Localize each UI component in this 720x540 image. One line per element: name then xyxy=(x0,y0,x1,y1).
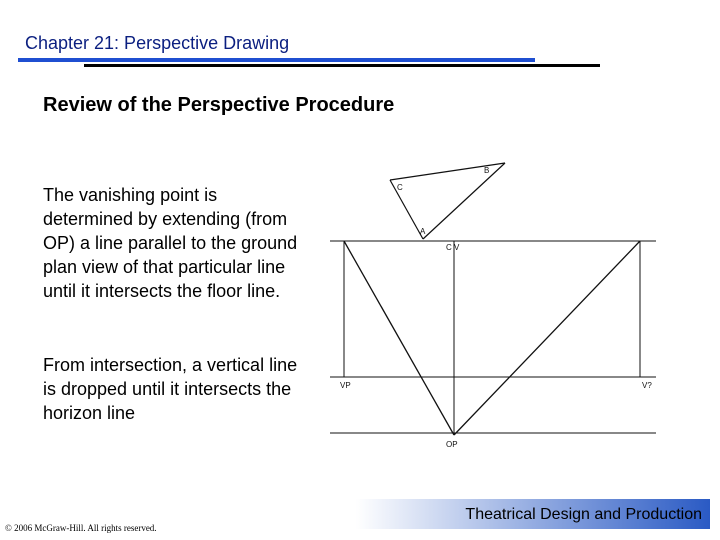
chapter-title: Chapter 21: Perspective Drawing xyxy=(25,33,290,53)
header-black-rule xyxy=(84,64,600,67)
label-cv: C V xyxy=(446,243,460,252)
op-line-right xyxy=(454,241,640,435)
body-paragraph-2: From intersection, a vertical line is dropped until it intersects the horizon line xyxy=(43,355,298,423)
slide-title: Review of the Perspective Procedure xyxy=(43,94,395,116)
op-line-left xyxy=(344,241,454,435)
label-a: A xyxy=(420,227,426,236)
body-paragraph-1: The vanishing point is determined by extending (from OP) a line parallel to the ground plan view of that particular line until it intersects the floor line. xyxy=(43,185,298,301)
copyright-notice: © 2006 McGraw-Hill. All rights reserved. xyxy=(5,523,157,533)
label-op: OP xyxy=(446,440,458,449)
label-c: C xyxy=(397,183,403,192)
label-b: B xyxy=(484,166,490,175)
label-vp-right: V? xyxy=(642,381,652,390)
plan-line-ca xyxy=(390,180,423,239)
header-blue-rule xyxy=(18,58,535,62)
perspective-diagram xyxy=(320,155,660,460)
label-vp-left: VP xyxy=(340,381,351,390)
plan-line-ba xyxy=(423,163,505,239)
footer-book-title: Theatrical Design and Production xyxy=(465,506,702,523)
